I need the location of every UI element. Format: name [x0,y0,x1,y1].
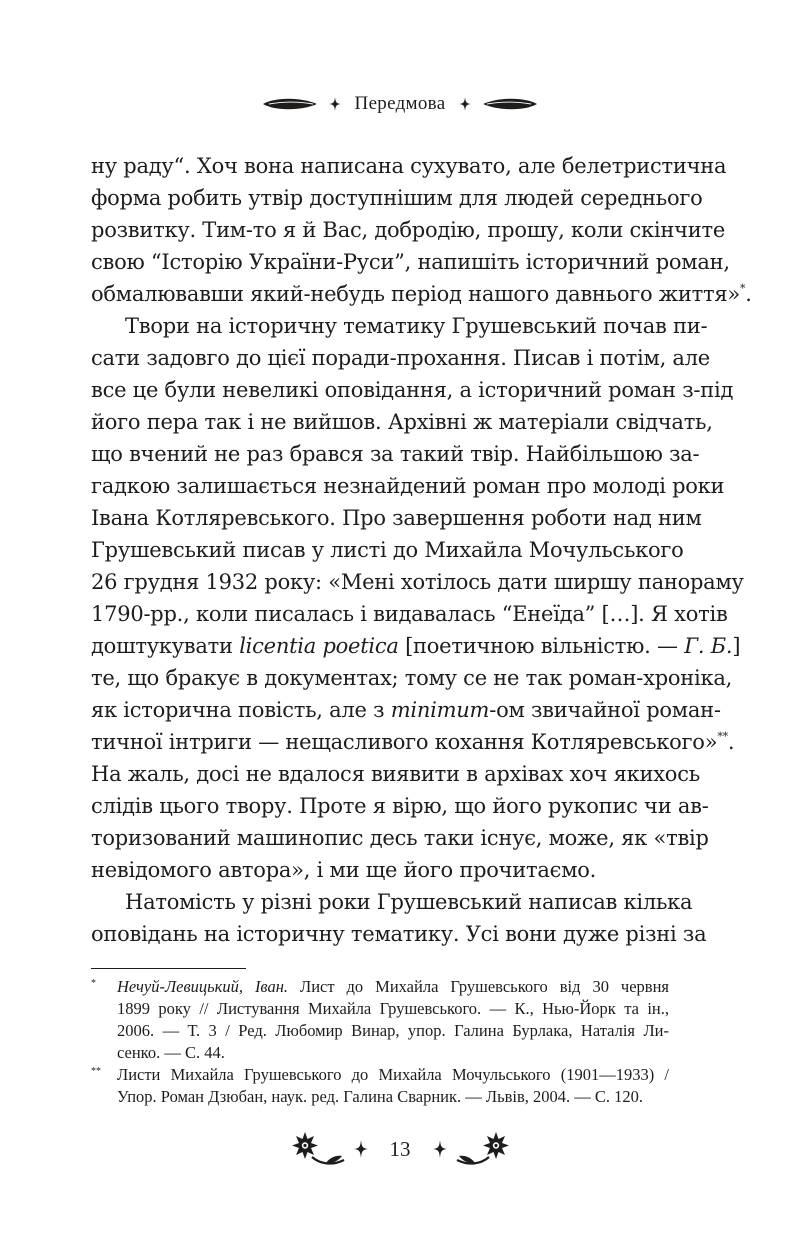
text-line: те, що бракує в документах; тому се не так роман-хроніка, [91,666,733,690]
text-line: як історична повість, але з minimum-ом звичайної роман- [91,698,721,722]
text-line: обмалювавши який-небудь період нашого давнього життя»*. [91,282,752,306]
text-line: ну раду“. Хоч вона написана сухувато, але белетристична [91,154,727,178]
editor-initials: Г. Б. [684,634,733,658]
text-line: сати задовго до цієї поради-прохання. Писав і потім, але [91,346,710,370]
footnote-mark: ** [91,1066,101,1077]
text-line: гадкою залишається незнайдений роман про молоді роки [91,474,725,498]
footnote-line: Листи Михайла Грушевського до Михайла Мочульського (1901—1933) / [117,1065,669,1084]
text-line: що вчений не раз брався за такий твір. Найбільшою за- [91,442,700,466]
star-ornament-icon [329,97,341,111]
latin-term: minimum [390,698,490,722]
running-header [0,93,800,115]
text-line: доштукувати licentia poetica [поетичною вільністю. — Г. Б.] [91,634,741,658]
footnote-author: Нечуй-Левицький, Іван. [117,977,289,996]
star-ornament-icon [459,97,471,111]
star-ornament-icon [354,1140,368,1158]
text-line: свою “Історію України-Руси”, напишіть історичний роман, [91,250,730,274]
page-number: 13 [389,1136,411,1161]
page-footer [0,1130,800,1168]
text-line: Натомість у різні роки Грушевський написав кілька [125,890,693,914]
footnote-2 [91,1064,669,1108]
star-ornament-icon [433,1140,447,1158]
running-header-title: Передмова [354,93,446,114]
footnote-line: Упор. Роман Дзюбан, наук. ред. Галина Сварник. — Львів, 2004. — С. 120. [117,1087,644,1106]
text-line: На жаль, досі не вдалося виявити в архівах хоч якихось [91,762,700,786]
text-line: його пера так і не вийшов. Архівні ж матеріали свідчать, [91,410,713,434]
latin-phrase: licentia poetica [239,634,399,658]
footnote-1 [91,976,669,1064]
text-line: розвитку. Тим-то я й Вас, добродію, прошу, коли скінчите [91,218,726,242]
footnote-mark: * [91,978,96,989]
leaf-ornament-left-icon [261,97,319,111]
text-line: торизований машинопис десь таки існує, може, як «твір [91,826,709,850]
text-line: оповідань на історичну тематику. Усі вони дуже різні за [91,922,707,946]
text-line: Грушевський писав у листі до Михайла Мочульського [91,538,684,562]
text-line: 1790-рр., коли писалась і видавалась “Енеїда” […]. Я хотів [91,602,728,626]
text-line: 26 грудня 1932 року: «Мені хотілось дати ширшу панораму [91,570,744,594]
footnote-ref[interactable]: * [739,282,746,295]
text-line: Івана Котляревського. Про завершення роботи над ним [91,506,702,530]
leaf-ornament-right-icon [481,97,539,111]
text-line: форма робить утвір доступнішим для людей середнього [91,186,703,210]
flower-sprig-right-icon [455,1130,511,1168]
footnote-line: 2006. — Т. 3 / Ред. Любомир Винар, упор. Галина Бурлака, Наталія Ли- [117,1021,669,1040]
text-line: невідомого автора», і ми ще його прочитаємо. [91,858,597,882]
footnote-line: сенко. — С. 44. [117,1043,225,1062]
text-line: слідів цього твору. Проте я вірю, що його рукопис чи ав- [91,794,709,818]
flower-sprig-left-icon [290,1130,346,1168]
footnote-ref[interactable]: ** [717,730,728,743]
footnote-line: 1899 року // Листування Михайла Грушевського. — К., Нью-Йорк та ін., [117,999,669,1018]
text-line: все це були невеликі оповідання, а історичний роман з-під [91,378,734,402]
text-line: тичної інтриги — нещасливого кохання Котляревського»**. [91,730,735,754]
footnote-divider [91,968,246,969]
text-line: Твори на історичну тематику Грушевський почав пи- [125,314,708,338]
footnote-line: Нечуй-Левицький, Іван. Лист до Михайла Грушевського від 30 червня [117,977,669,996]
footnotes [91,976,669,1108]
body-text [91,150,752,950]
